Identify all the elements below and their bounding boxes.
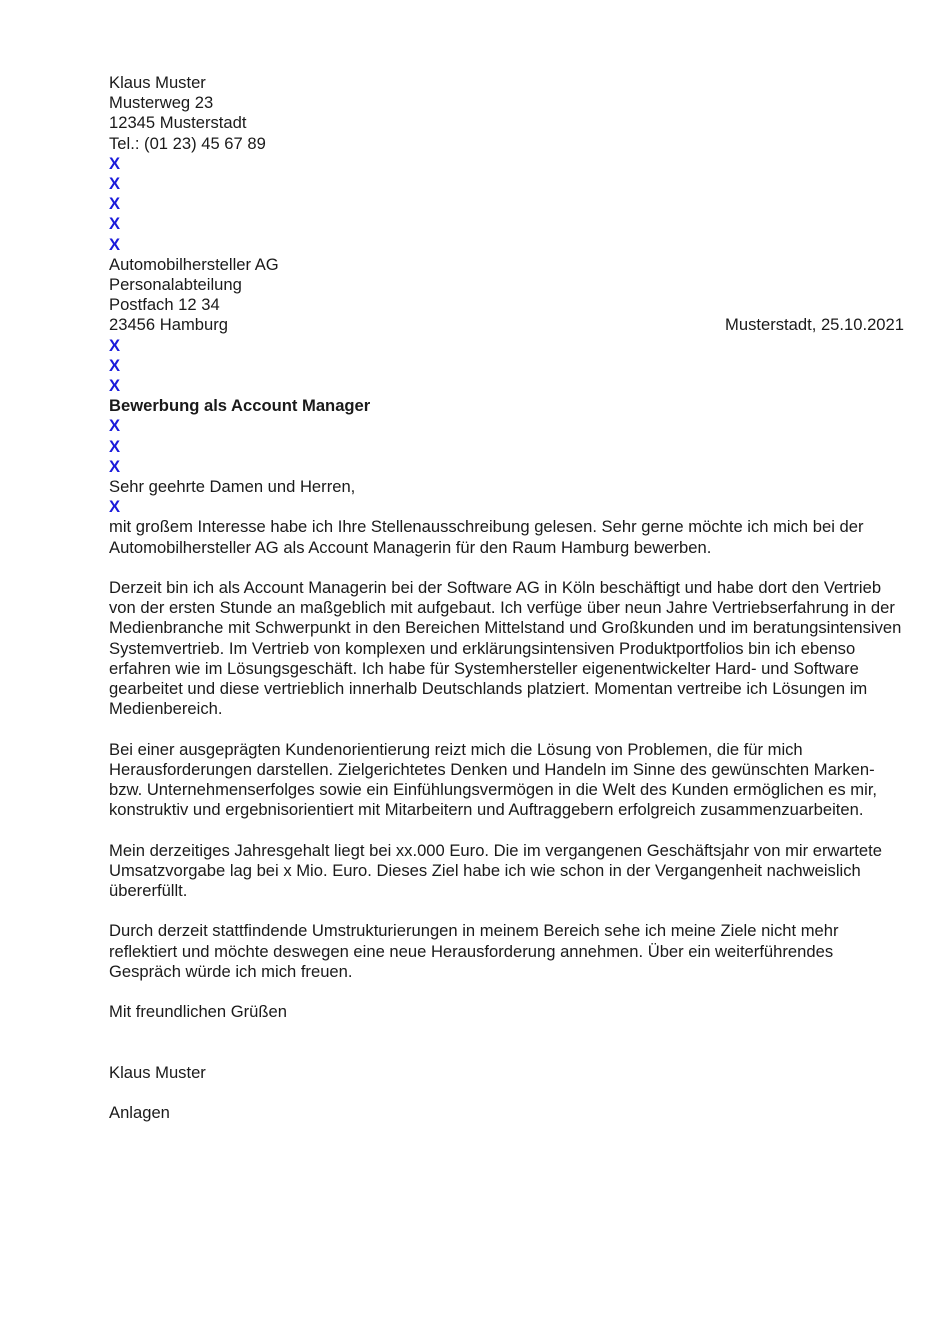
recipient-department: Personalabteilung (109, 275, 242, 295)
spacing-marker: X (109, 436, 121, 456)
sender-block (109, 73, 904, 154)
spacing-marker: X (109, 214, 121, 234)
sender-street: Musterweg 23 (109, 93, 214, 113)
place-date: Musterstadt, 25.10.2021 (725, 315, 904, 335)
spacing-marker: X (109, 497, 121, 517)
body-paragraph: mit großem Interesse habe ich Ihre Stellenausschreibung gelesen. Sehr gerne möchte ich mich bei der Automobilhersteller AG als Account Managerin für den Raum Hamburg bewerben. (109, 517, 864, 557)
subject-line: Bewerbung als Account Manager (109, 396, 371, 416)
body-paragraph: Durch derzeit stattfindende Umstrukturierungen in meinem Bereich sehe ich meine Ziele nicht mehr reflektiert und möchte deswegen eine neue Herausforderung annehmen. Über ein weiterführendes Gespräch würde ich mich freuen. (109, 921, 839, 981)
recipient-postbox: Postfach 12 34 (109, 295, 220, 315)
sender-city: 12345 Musterstadt (109, 113, 247, 133)
sender-name: Klaus Muster (109, 73, 206, 92)
signature-name: Klaus Muster (109, 1062, 206, 1082)
spacing-marker: X (109, 335, 121, 355)
recipient-block (109, 255, 904, 336)
spacing-marker: X (109, 416, 121, 436)
recipient-city-date-row (109, 315, 904, 335)
closing-formula: Mit freundlichen Grüßen (109, 1002, 288, 1022)
recipient-company: Automobilhersteller AG (109, 254, 279, 274)
sender-phone: Tel.: (01 23) 45 67 89 (109, 133, 266, 153)
spacing-marker: X (109, 153, 121, 173)
salutation: Sehr geehrte Damen und Herren, (109, 477, 356, 497)
spacing-marker: X (109, 456, 121, 476)
spacing-marker: X (109, 376, 121, 396)
spacing-marker: X (109, 194, 121, 214)
body-paragraph: Mein derzeitiges Jahresgehalt liegt bei xx.000 Euro. Die im vergangenen Geschäftsjahr von mir erwartete Umsatzvorgabe lag bei x Mio. Euro. Dieses Ziel habe ich wie schon in der Vergangenheit nachweislich übererfüllt. (109, 840, 882, 901)
body-paragraph: Bei einer ausgeprägten Kundenorientierung reizt mich die Lösung von Problemen, die für mich Herausforderungen darstellen. Zielgerichtetes Denken und Handeln im Sinne des gewünschten Marken- bzw. Unternehmenserfolges sowie ein Einfühlungsvermögen in die Welt des Kunden ermöglichen es mir, konstruktiv und ergebnisorientiert mit Mitarbeitern und Auftraggebern erfolgreich zusammenzuarbeiten. (109, 739, 878, 820)
spacing-marker: X (109, 174, 121, 194)
recipient-city: 23456 Hamburg (109, 315, 229, 335)
enclosures-label: Anlagen (109, 1103, 170, 1123)
letter (109, 73, 904, 1123)
spacing-marker: X (109, 234, 121, 254)
spacing-marker: X (109, 355, 121, 375)
body-paragraph: Derzeit bin ich als Account Managerin bei der Software AG in Köln beschäftigt und habe dort den Vertrieb von der ersten Stunde an maßgeblich mit aufgebaut. Ich verfüge über neun Jahre Vertriebserfahrung in der Medienbranche mit Schwerpunkt in den Bereichen Mittelstand und Großkunden und im beratungsintensiven Systemvertrieb. Im Vertrieb von komplexen und erklärungsintensiven Produktportfolios bin ich ebenso erfahren wie im Lösungsgeschäft. Ich habe für Systemhersteller eigenentwickelter Hard- und Software gearbeitet und diese vertrieblich innerhalb Deutschlands platziert. Momentan vertreibe ich Lösungen im Medienbereich. (109, 578, 902, 719)
